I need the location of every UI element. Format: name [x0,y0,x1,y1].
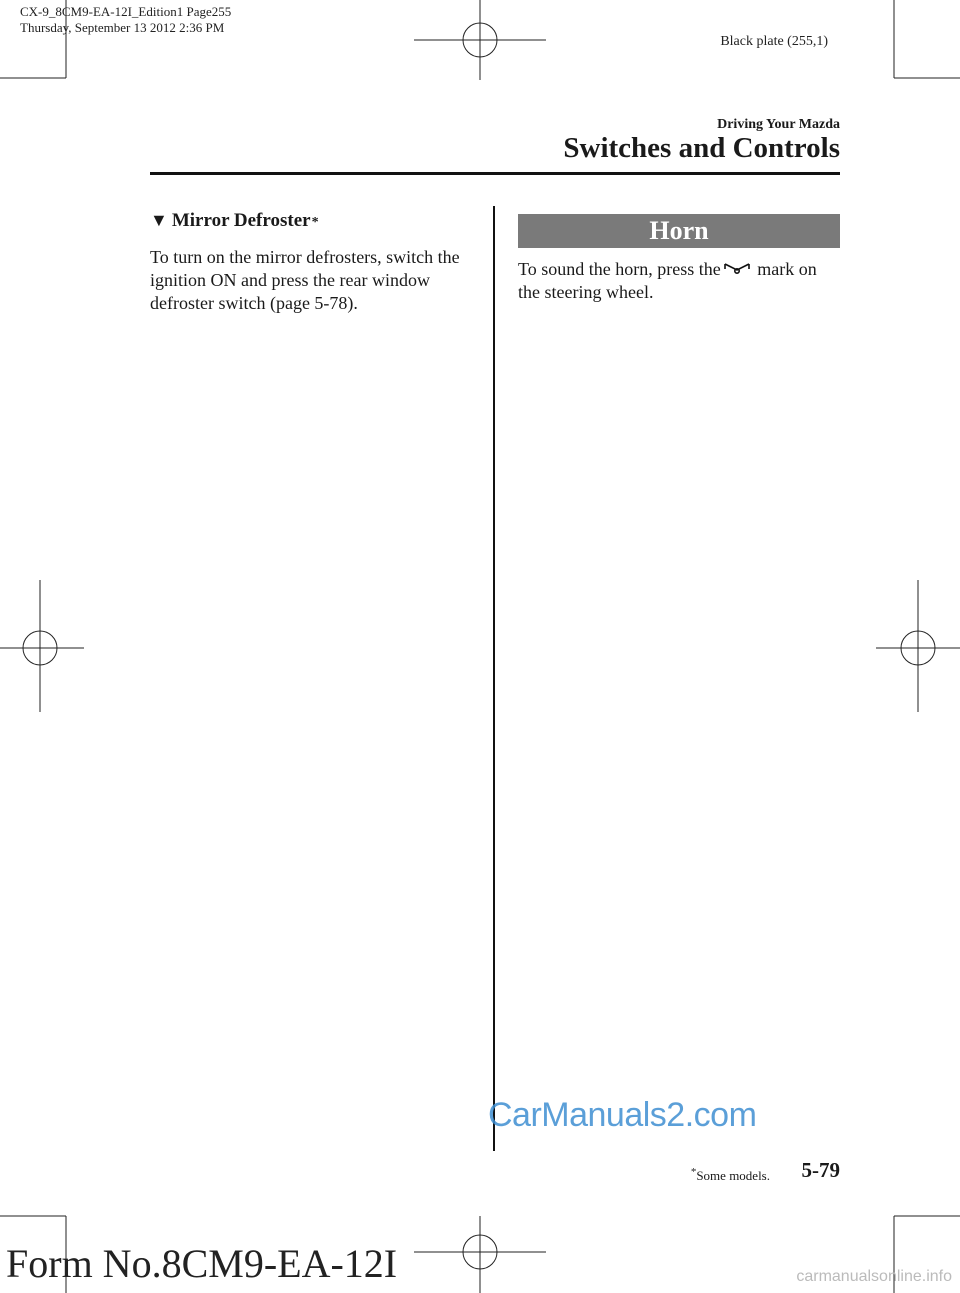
horn-banner: Horn [518,214,840,248]
horn-body-before: To sound the horn, press the [518,259,721,279]
horn-icon [721,262,753,276]
horn-body [518,258,840,304]
form-number: Form No.8CM9-EA-12I [6,1241,398,1286]
slug-line-2: Thursday, September 13 2012 2:36 PM [20,20,225,35]
section-category: Driving Your Mazda [717,117,840,132]
plate-label: Black plate (255,1) [720,34,828,49]
mirror-defroster-heading: ▼ Mirror Defroster * [150,210,319,231]
mirror-defroster-section [150,210,480,315]
slug-line-1: CX-9_8CM9-EA-12I_Edition1 Page255 [20,4,232,19]
footnote-asterisk-icon: * [690,1165,697,1178]
page-number: 5-79 [801,1158,840,1182]
horn-body-after: mark on the steering wheel. [518,259,817,302]
site-watermark: carmanualsonline.info [796,1268,952,1285]
watermark-logo: CarManuals2.com [488,1096,757,1134]
mirror-defroster-title: Mirror Defroster [171,210,311,231]
triangle-bullet-icon: ▼ [150,210,168,230]
mirror-defroster-body: To turn on the mirror defrosters, switch the ignition ON and press the rear window defroster switch (page 5-78). [150,247,460,313]
footnote-text: Some models. [696,1168,770,1183]
print-slug [20,4,231,36]
horn-section [518,214,840,304]
header-rule [150,172,840,175]
column-divider [493,206,495,1151]
page-title: Switches and Controls [563,132,840,164]
footnote [690,1165,770,1184]
